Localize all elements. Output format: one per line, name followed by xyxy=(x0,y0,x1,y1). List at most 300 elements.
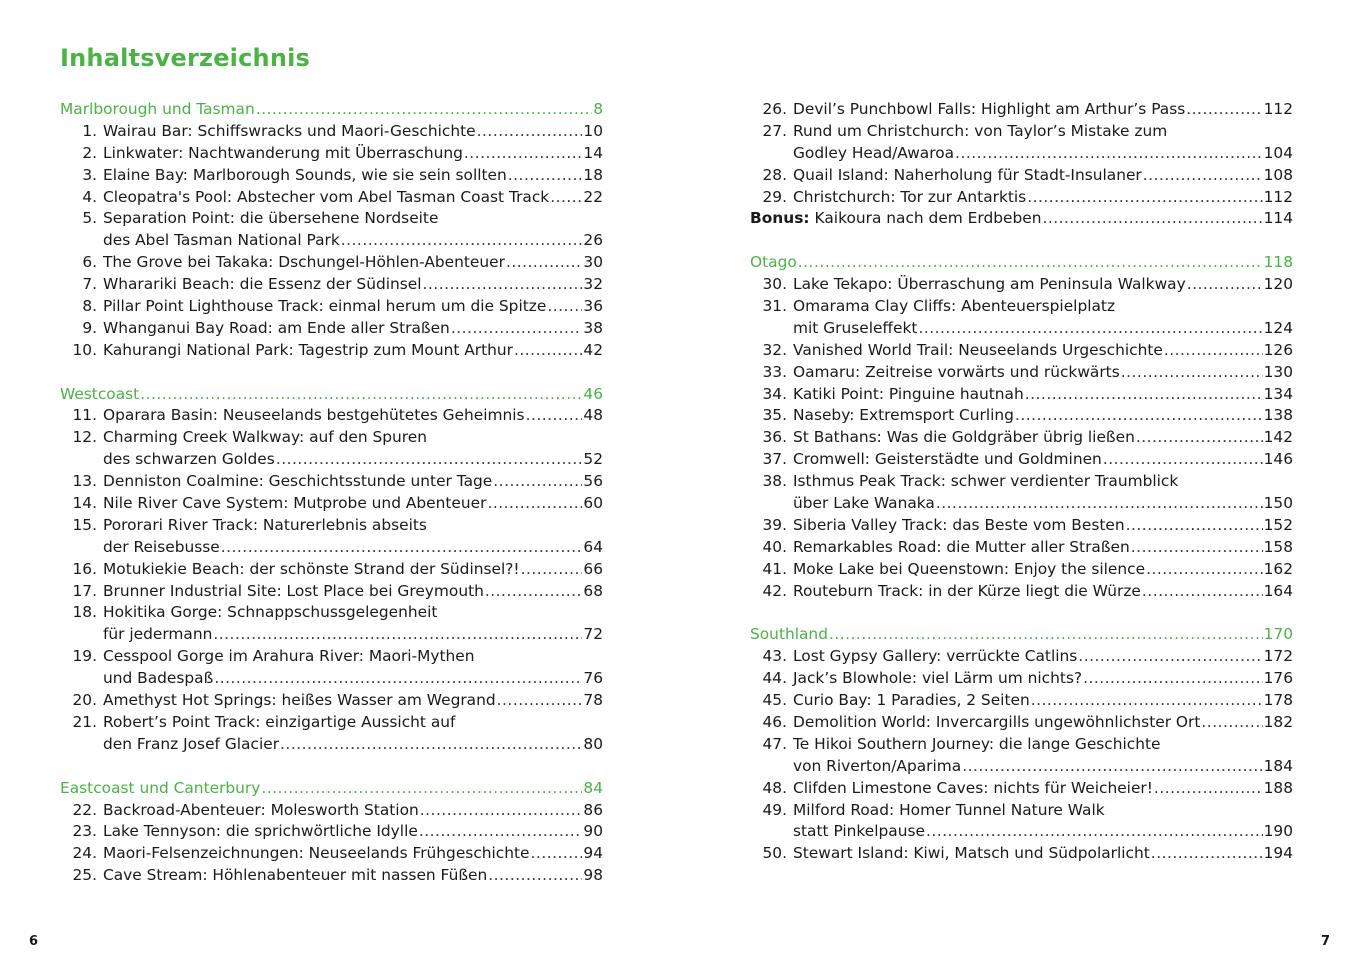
entry-number: 26. xyxy=(762,100,787,118)
entry-number: 47. xyxy=(762,734,787,753)
entry-title: Rund um Christchurch: von Taylor’s Mistake zum xyxy=(793,121,1168,140)
page-ref: 188 xyxy=(1263,778,1293,797)
entry-number: 22. xyxy=(72,800,97,819)
entry-number: 14. xyxy=(72,494,97,513)
toc-entry[interactable] xyxy=(750,559,1293,581)
entry-title-continued: der Reisebusse xyxy=(103,537,220,556)
page-number-left: 6 xyxy=(29,934,39,949)
entry-title: Lost Gypsy Gallery: verrückte Catlins xyxy=(793,647,1078,666)
entry-number: 4. xyxy=(82,187,97,206)
page-ref: 98 xyxy=(583,866,603,885)
dot-leader xyxy=(488,865,582,887)
entry-number: 10. xyxy=(72,340,97,359)
toc-entry-continuation[interactable] xyxy=(60,230,603,252)
entry-title: Routeburn Track: in der Kürze liegt die Würze xyxy=(793,581,1141,600)
entry-title: Separation Point: die übersehene Nordseite xyxy=(103,209,439,228)
entry-number: 32. xyxy=(762,340,787,359)
page-ref: 66 xyxy=(583,559,603,578)
toc-section-heading[interactable] xyxy=(750,624,1293,646)
section-label: Westcoast xyxy=(60,384,140,403)
toc-entry[interactable] xyxy=(60,843,603,865)
dot-leader xyxy=(1083,668,1263,690)
toc-entry-continuation[interactable] xyxy=(750,143,1293,165)
page-ref: 60 xyxy=(583,494,603,513)
entry-number: 9. xyxy=(82,318,97,337)
entry-number: 16. xyxy=(72,559,97,578)
page-ref: 30 xyxy=(583,253,603,272)
page-ref: 170 xyxy=(1263,625,1293,644)
page-ref: 118 xyxy=(1263,253,1293,272)
page-ref: 94 xyxy=(583,844,603,863)
dot-leader xyxy=(256,99,592,121)
toc-entry-continuation[interactable] xyxy=(750,756,1293,778)
page-ref: 68 xyxy=(583,581,603,600)
entry-number: 13. xyxy=(72,472,97,491)
page-ref: 120 xyxy=(1263,275,1293,294)
entry-number: 29. xyxy=(762,187,787,206)
entry-title-continued: über Lake Wanaka xyxy=(793,494,935,513)
toc-entry[interactable] xyxy=(60,821,603,843)
dot-leader xyxy=(1142,581,1263,603)
dot-leader xyxy=(261,778,582,800)
dot-leader xyxy=(550,187,582,209)
entry-number: 45. xyxy=(762,691,787,710)
dot-leader xyxy=(514,340,582,362)
entry-number: 7. xyxy=(82,275,97,294)
toc-entry[interactable] xyxy=(60,427,603,449)
entry-title: Siberia Valley Track: das Beste vom Besten xyxy=(793,515,1125,534)
toc-entry[interactable] xyxy=(60,865,603,887)
toc-entry-continuation[interactable] xyxy=(60,668,603,690)
entry-number: 46. xyxy=(762,712,787,731)
entry-title: Te Hikoi Southern Journey: die lange Geschichte xyxy=(793,734,1161,753)
toc-entry[interactable] xyxy=(60,121,603,143)
page-ref: 72 xyxy=(583,625,603,644)
dot-leader xyxy=(508,165,583,187)
dot-leader xyxy=(485,581,583,603)
toc-entry[interactable] xyxy=(750,515,1293,537)
dot-leader xyxy=(423,274,583,296)
toc-entry[interactable] xyxy=(750,734,1293,756)
toc-entry[interactable] xyxy=(60,405,603,427)
entry-number: 25. xyxy=(72,866,97,885)
dot-leader xyxy=(521,559,583,581)
entry-number: 3. xyxy=(82,165,97,184)
toc-entry[interactable] xyxy=(60,208,603,230)
page-ref: 114 xyxy=(1263,209,1293,228)
dot-leader xyxy=(497,690,583,712)
page-ref: 158 xyxy=(1263,537,1293,556)
dot-leader xyxy=(1136,427,1263,449)
entry-number: 2. xyxy=(82,143,97,162)
entry-number: 35. xyxy=(762,406,787,425)
page-ref: 112 xyxy=(1263,187,1293,206)
entry-number: 21. xyxy=(72,712,97,731)
toc-entry[interactable] xyxy=(750,690,1293,712)
entry-title: Pillar Point Lighthouse Track: einmal herum um die Spitze xyxy=(103,297,547,316)
dot-leader xyxy=(213,624,582,646)
section-label: Southland xyxy=(750,625,828,644)
entry-number: 18. xyxy=(72,603,97,622)
entry-number: 12. xyxy=(72,428,97,447)
dot-leader xyxy=(341,230,583,252)
page-ref: 42 xyxy=(583,340,603,359)
dot-leader xyxy=(1015,405,1263,427)
page-ref: 14 xyxy=(583,143,603,162)
page-ref: 162 xyxy=(1263,559,1293,578)
entry-title: Jack’s Blowhole: viel Lärm um nichts? xyxy=(793,669,1083,688)
toc-entry[interactable] xyxy=(60,602,603,624)
page-ref: 126 xyxy=(1263,340,1293,359)
page-ref: 8 xyxy=(593,100,603,118)
dot-leader xyxy=(1151,843,1263,865)
toc-entry[interactable] xyxy=(60,471,603,493)
toc-entry[interactable] xyxy=(60,165,603,187)
page-ref: 90 xyxy=(583,822,603,841)
page-number-right: 7 xyxy=(1321,934,1331,949)
entry-title: Quail Island: Naherholung für Stadt-Insulaner xyxy=(793,165,1142,184)
entry-title: Elaine Bay: Marlborough Sounds, wie sie sein sollten xyxy=(103,165,507,184)
entry-number: 37. xyxy=(762,450,787,469)
toc-entry-continuation[interactable] xyxy=(750,821,1293,843)
dot-leader xyxy=(493,471,582,493)
entry-title-continued: und Badespaß xyxy=(103,669,214,688)
page-ref: 112 xyxy=(1263,100,1293,118)
page-ref: 138 xyxy=(1263,406,1293,425)
entry-title: Amethyst Hot Springs: heißes Wasser am Wegrand xyxy=(103,691,496,710)
dot-leader xyxy=(1126,515,1263,537)
toc-entry[interactable] xyxy=(60,187,603,209)
toc-entry[interactable] xyxy=(750,362,1293,384)
entry-number: 17. xyxy=(72,581,97,600)
page-ref: 194 xyxy=(1263,844,1293,863)
entry-title: Stewart Island: Kiwi, Matsch und Südpolarlicht xyxy=(793,844,1150,863)
entry-title: Cleopatra's Pool: Abstecher vom Abel Tasman Coast Track xyxy=(103,187,550,206)
dot-leader xyxy=(918,318,1262,340)
dot-leader xyxy=(829,624,1263,646)
dot-leader xyxy=(1154,778,1263,800)
entry-title: Milford Road: Homer Tunnel Nature Walk xyxy=(793,800,1105,819)
entry-title: Curio Bay: 1 Paradies, 2 Seiten xyxy=(793,691,1030,710)
entry-title: Denniston Coalmine: Geschichtsstunde unter Tage xyxy=(103,472,493,491)
toc-entry[interactable] xyxy=(750,121,1293,143)
toc-entry[interactable] xyxy=(750,296,1293,318)
page-ref: 84 xyxy=(583,778,603,797)
toc-entry[interactable] xyxy=(750,800,1293,822)
entry-title: Devil’s Punchbowl Falls: Highlight am Arthur’s Pass xyxy=(793,100,1186,118)
page-ref: 146 xyxy=(1263,450,1293,469)
entry-number: 49. xyxy=(762,800,787,819)
page-ref: 184 xyxy=(1263,756,1293,775)
page-ref: 182 xyxy=(1263,712,1293,731)
dot-leader xyxy=(487,493,582,515)
page-ref: 134 xyxy=(1263,384,1293,403)
page-ref: 164 xyxy=(1263,581,1293,600)
toc-entry-continuation[interactable] xyxy=(750,318,1293,340)
dot-leader xyxy=(1201,712,1262,734)
toc-entry[interactable] xyxy=(60,515,603,537)
page-ref: 86 xyxy=(583,800,603,819)
dot-leader xyxy=(1187,274,1263,296)
entry-number: 6. xyxy=(82,253,97,272)
entry-number: 11. xyxy=(72,406,97,425)
page-ref: 64 xyxy=(583,537,603,556)
entry-number: 31. xyxy=(762,297,787,316)
dot-leader xyxy=(1027,187,1262,209)
toc-entry[interactable] xyxy=(60,274,603,296)
toc-entry[interactable] xyxy=(750,99,1293,121)
entry-title: Nile River Cave System: Mutprobe und Abenteuer xyxy=(103,494,487,513)
dot-leader xyxy=(464,143,583,165)
entry-number: 8. xyxy=(82,297,97,316)
toc-entry[interactable] xyxy=(60,646,603,668)
dot-leader xyxy=(221,537,583,559)
dot-leader xyxy=(955,143,1263,165)
page-ref: 56 xyxy=(583,472,603,491)
dot-leader xyxy=(1042,208,1262,230)
toc-entry[interactable] xyxy=(750,165,1293,187)
dot-leader xyxy=(280,734,582,756)
entry-title: Cesspool Gorge im Arahura River: Maori-Mythen xyxy=(103,647,475,666)
entry-title: Whanganui Bay Road: am Ende aller Straßen xyxy=(103,318,450,337)
dot-leader xyxy=(962,756,1262,778)
entry-title-continued: den Franz Josef Glacier xyxy=(103,734,280,753)
toc-entry[interactable] xyxy=(750,427,1293,449)
page-ref: 36 xyxy=(583,297,603,316)
entry-title-continued: von Riverton/Aparima xyxy=(793,756,962,775)
entry-number: 50. xyxy=(762,844,787,863)
page-ref: 172 xyxy=(1263,647,1293,666)
entry-number: 24. xyxy=(72,844,97,863)
toc-entry[interactable] xyxy=(750,537,1293,559)
toc-section-heading[interactable] xyxy=(60,384,603,406)
page-ref: 52 xyxy=(583,450,603,469)
section-label: Marlborough und Tasman xyxy=(60,100,255,118)
entry-title: Robert’s Point Track: einzigartige Aussicht auf xyxy=(103,712,456,731)
entry-title: Kahurangi National Park: Tagestrip zum Mount Arthur xyxy=(103,340,513,359)
entry-number: 40. xyxy=(762,537,787,556)
toc-entry[interactable] xyxy=(750,712,1293,734)
entry-title: Maori-Felsenzeichnungen: Neuseelands Frühgeschichte xyxy=(103,844,530,863)
page-ref: 22 xyxy=(583,187,603,206)
toc-entry[interactable] xyxy=(60,296,603,318)
entry-title: Vanished World Trail: Neuseelands Urgeschichte xyxy=(793,340,1163,359)
entry-title: Katiki Point: Pinguine hautnah xyxy=(793,384,1024,403)
entry-number: 28. xyxy=(762,165,787,184)
toc-entry[interactable] xyxy=(750,274,1293,296)
toc-entry-continuation[interactable] xyxy=(60,537,603,559)
page-ref: 176 xyxy=(1263,669,1293,688)
toc-entry-continuation[interactable] xyxy=(750,493,1293,515)
entry-number: 19. xyxy=(72,647,97,666)
toc-section-heading[interactable] xyxy=(750,252,1293,274)
entry-number: 44. xyxy=(762,669,787,688)
dot-leader xyxy=(1121,362,1263,384)
entry-title-continued: Godley Head/Awaroa xyxy=(793,143,955,162)
entry-title: Cromwell: Geisterstädte und Goldminen xyxy=(793,450,1102,469)
entry-title: Omarama Clay Cliffs: Abenteuerspielplatz xyxy=(793,297,1116,316)
page-ref: 190 xyxy=(1263,822,1293,841)
page-ref: 46 xyxy=(583,384,603,403)
dot-leader xyxy=(531,843,583,865)
dot-leader xyxy=(936,493,1263,515)
entry-title: Motukiekie Beach: der schönste Strand der Südinsel?! xyxy=(103,559,520,578)
dot-leader xyxy=(140,384,582,406)
toc-column-left xyxy=(60,99,603,887)
page-ref: 142 xyxy=(1263,428,1293,447)
dot-leader xyxy=(1186,99,1262,121)
entry-title: Pororari River Track: Naturerlebnis abseits xyxy=(103,515,427,534)
dot-leader xyxy=(451,318,583,340)
entry-number: 33. xyxy=(762,362,787,381)
page-ref: 10 xyxy=(583,121,603,140)
dot-leader xyxy=(1078,646,1262,668)
entry-title-continued: mit Gruseleffekt xyxy=(793,318,918,337)
entry-title: Isthmus Peak Track: schwer verdienter Traumblick xyxy=(793,472,1179,491)
toc-entry[interactable] xyxy=(750,471,1293,493)
entry-title: Moke Lake bei Queenstown: Enjoy the silence xyxy=(793,559,1146,578)
toc-entry[interactable] xyxy=(60,340,603,362)
dot-leader xyxy=(926,821,1263,843)
section-spacer xyxy=(750,602,1293,624)
toc-entry[interactable] xyxy=(750,646,1293,668)
toc-entry[interactable] xyxy=(750,384,1293,406)
entry-title: Charming Creek Walkway: auf den Spuren xyxy=(103,428,427,447)
entry-title: Oparara Basin: Neuseelands bestgehütetes Geheimnis xyxy=(103,406,525,425)
entry-number: 5. xyxy=(82,209,97,228)
entry-title-continued: statt Pinkelpause xyxy=(793,822,925,841)
page-ref: 80 xyxy=(583,734,603,753)
entry-number: 48. xyxy=(762,778,787,797)
entry-title: Brunner Industrial Site: Lost Place bei Greymouth xyxy=(103,581,484,600)
toc-entry[interactable] xyxy=(60,143,603,165)
page-title: Inhaltsverzeichnis xyxy=(60,44,311,72)
toc-bonus-entry[interactable] xyxy=(750,208,1293,230)
toc-entry[interactable] xyxy=(750,449,1293,471)
dot-leader xyxy=(506,252,582,274)
entry-title: Clifden Limestone Caves: nichts für Weicheier! xyxy=(793,778,1153,797)
entry-number: 30. xyxy=(762,275,787,294)
entry-title: Oamaru: Zeitreise vorwärts und rückwärts xyxy=(793,362,1120,381)
page-ref: 152 xyxy=(1263,515,1293,534)
toc-entry-continuation[interactable] xyxy=(60,449,603,471)
toc-entry[interactable] xyxy=(750,843,1293,865)
section-spacer xyxy=(750,230,1293,252)
dot-leader xyxy=(477,121,583,143)
toc-entry[interactable] xyxy=(750,187,1293,209)
entry-title: Kaikoura nach dem Erdbeben xyxy=(814,209,1042,228)
page-ref: 78 xyxy=(583,691,603,710)
toc-section-heading[interactable] xyxy=(60,778,603,800)
entry-title: The Grove bei Takaka: Dschungel-Höhlen-Abenteuer xyxy=(103,253,505,272)
entry-number: 23. xyxy=(72,822,97,841)
entry-title: Naseby: Extremsport Curling xyxy=(793,406,1014,425)
toc-entry[interactable] xyxy=(60,318,603,340)
dot-leader xyxy=(214,668,582,690)
entry-number: 36. xyxy=(762,428,787,447)
toc-entry[interactable] xyxy=(750,581,1293,603)
entry-title: Wairau Bar: Schiffswracks und Maori-Geschichte xyxy=(103,121,476,140)
page-ref: 130 xyxy=(1263,362,1293,381)
toc-entry[interactable] xyxy=(750,405,1293,427)
toc-entry[interactable] xyxy=(60,581,603,603)
entry-title-continued: für jedermann xyxy=(103,625,213,644)
entry-number: 38. xyxy=(762,472,787,491)
section-spacer xyxy=(60,756,603,778)
entry-title: Cave Stream: Höhlenabenteuer mit nassen Füßen xyxy=(103,866,488,885)
toc-entry[interactable] xyxy=(750,668,1293,690)
dot-leader xyxy=(1146,559,1263,581)
page-ref: 124 xyxy=(1263,318,1293,337)
dot-leader xyxy=(419,821,583,843)
entry-number: 43. xyxy=(762,647,787,666)
dot-leader xyxy=(276,449,583,471)
toc-entry-continuation[interactable] xyxy=(60,734,603,756)
page-ref: 48 xyxy=(583,406,603,425)
dot-leader xyxy=(1031,690,1263,712)
page-ref: 104 xyxy=(1263,143,1293,162)
entry-number: 15. xyxy=(72,515,97,534)
toc-entry[interactable] xyxy=(60,493,603,515)
entry-number: 27. xyxy=(762,121,787,140)
toc-section-heading[interactable] xyxy=(60,99,603,121)
entry-title: Linkwater: Nachtwanderung mit Überraschung xyxy=(103,143,463,162)
page-ref: 38 xyxy=(583,318,603,337)
page-ref: 32 xyxy=(583,275,603,294)
entry-title: Lake Tennyson: die sprichwörtliche Idylle xyxy=(103,822,418,841)
dot-leader xyxy=(1143,165,1263,187)
dot-leader xyxy=(1103,449,1263,471)
entry-title: Remarkables Road: die Mutter aller Straßen xyxy=(793,537,1130,556)
toc-entry[interactable] xyxy=(60,690,603,712)
section-label: Otago xyxy=(750,253,797,272)
dot-leader xyxy=(1131,537,1263,559)
section-spacer xyxy=(60,362,603,384)
entry-number: 42. xyxy=(762,581,787,600)
dot-leader xyxy=(1164,340,1263,362)
toc-entry[interactable] xyxy=(60,559,603,581)
toc-column-right xyxy=(750,99,1293,865)
entry-title: Lake Tekapo: Überraschung am Peninsula Walkway xyxy=(793,275,1186,294)
dot-leader xyxy=(1025,384,1263,406)
entry-number: 39. xyxy=(762,515,787,534)
entry-title: Backroad-Abenteuer: Molesworth Station xyxy=(103,800,419,819)
toc-entry[interactable] xyxy=(60,800,603,822)
entry-number: 41. xyxy=(762,559,787,578)
toc-entry[interactable] xyxy=(60,712,603,734)
dot-leader xyxy=(547,296,582,318)
page-ref: 108 xyxy=(1263,165,1293,184)
page-ref: 26 xyxy=(583,231,603,250)
entry-number: 34. xyxy=(762,384,787,403)
page-ref: 150 xyxy=(1263,494,1293,513)
entry-title: Wharariki Beach: die Essenz der Südinsel xyxy=(103,275,422,294)
bonus-label: Bonus: xyxy=(750,209,810,228)
entry-number: 20. xyxy=(72,691,97,710)
dot-leader xyxy=(798,252,1263,274)
entry-title: Demolition World: Invercargills ungewöhnlichster Ort xyxy=(793,712,1201,731)
page-ref: 76 xyxy=(583,669,603,688)
entry-number: 1. xyxy=(82,121,97,140)
page-ref: 18 xyxy=(583,165,603,184)
page-ref: 178 xyxy=(1263,691,1293,710)
toc-entry[interactable] xyxy=(60,252,603,274)
toc-entry[interactable] xyxy=(750,778,1293,800)
toc-entry[interactable] xyxy=(750,340,1293,362)
toc-entry-continuation[interactable] xyxy=(60,624,603,646)
dot-leader xyxy=(420,800,583,822)
entry-title: St Bathans: Was die Goldgräber übrig ließen xyxy=(793,428,1135,447)
